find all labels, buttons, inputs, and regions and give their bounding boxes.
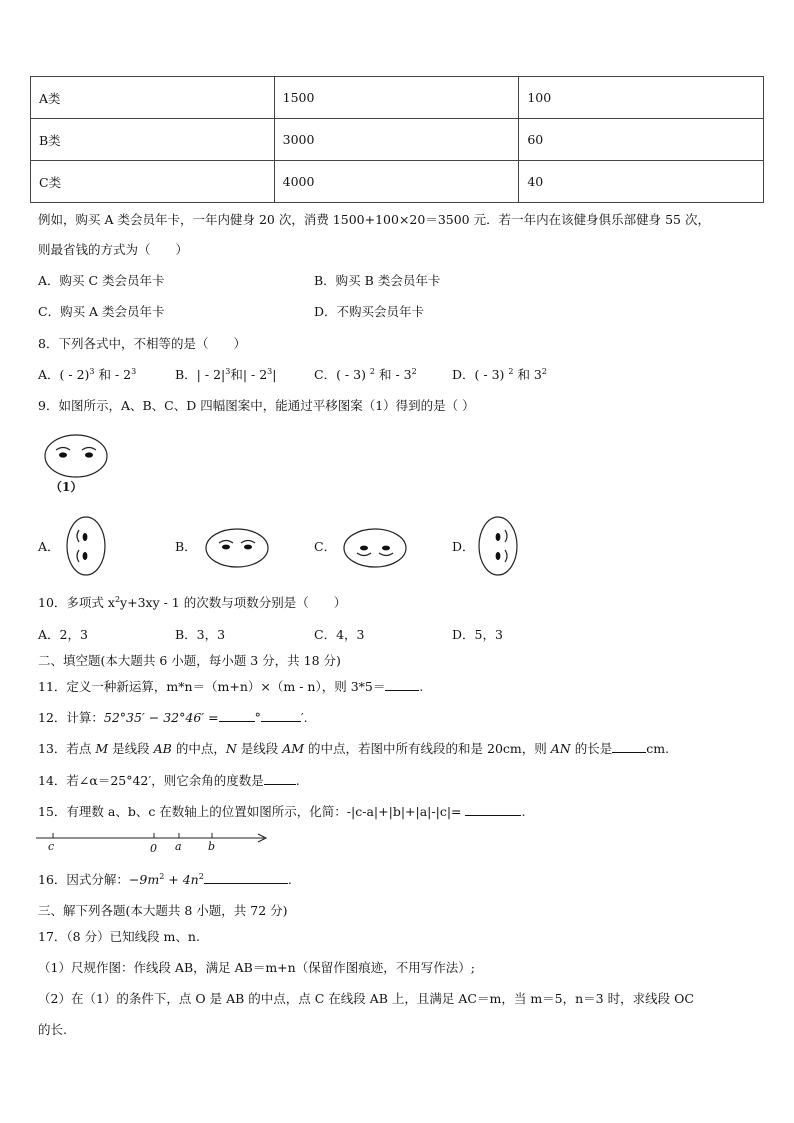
number-line-label-c: c: [48, 840, 55, 853]
q8-a-pre: A．( - 2): [38, 367, 90, 382]
answer-blank: [261, 709, 301, 722]
answer-blank: [385, 678, 419, 691]
exponent: 2: [411, 366, 417, 376]
q16-expr: + 4: [164, 872, 191, 887]
q16-var: m: [147, 872, 160, 887]
exponent: 3: [225, 366, 231, 376]
q10-option-d: D．5，3: [452, 627, 503, 642]
q8-b-pre: B．| - 2|: [175, 367, 226, 382]
q13-text: 13．若点: [38, 741, 96, 756]
exponent: 2: [369, 366, 376, 376]
q15: [38, 803, 525, 821]
number-line-label-a: a: [175, 840, 182, 853]
q12-pre: 12．计算：: [38, 710, 104, 725]
q8-b-end: |: [272, 367, 277, 382]
q8-b-mid: 和| - 2: [230, 367, 268, 382]
q17-part2: （2）在（1）的条件下，点 O 是 AB 的中点，点 C 在线段 AB 上，且满足 AC＝m，当 m＝5，n＝3 时，求线段 OC: [38, 991, 694, 1006]
answer-blank: [204, 871, 288, 884]
q16-text: 16．因式分解：: [38, 872, 129, 887]
q10-option-c: C．4，3: [314, 627, 365, 642]
q8-a-mid: 和 - 2: [98, 367, 132, 382]
q9-option-c-label: C．: [314, 539, 337, 554]
q13-var: N: [225, 741, 237, 756]
q13-var: AM: [282, 741, 305, 756]
q15-end: .: [521, 804, 526, 819]
table-cell: 3000: [274, 119, 519, 161]
q9-option-b-label: B．: [175, 539, 197, 554]
table-cell: C类: [31, 161, 275, 203]
q13-text: 的中点，若图中所有线段的和是 20cm，则: [304, 741, 551, 756]
q7-option-a: A．购买 C 类会员年卡: [38, 273, 165, 288]
exponent: 2: [114, 594, 121, 604]
q16-expr: −9: [128, 872, 148, 887]
q12-min: ′.: [300, 710, 308, 725]
q14-text: 14．若∠α＝25°42′，则它余角的度数是: [38, 773, 264, 788]
table-row: [31, 77, 764, 119]
q8-c-mid: 和 - 3: [379, 367, 412, 382]
figure-1-label: （1）: [50, 480, 83, 494]
table-cell: A类: [31, 77, 275, 119]
q9-stem: 9．如图所示，A、B、C、D 四幅图案中，能通过平移图案（1）得到的是（ ）: [38, 398, 475, 413]
q7-text-line1: 例如，购买 A 类会员年卡，一年内健身 20 次，消费 1500+100×20＝3500 元．若一年内在该健身俱乐部健身 55 次，: [38, 212, 710, 227]
q14: [38, 772, 300, 790]
q8-c-pre: C．( - 3): [314, 367, 370, 382]
face-option-c: [343, 526, 409, 570]
q11-text: 11．定义一种新运算，m*n＝（m+n）×（m - n），则 3*5＝: [38, 679, 386, 694]
q10-option-b: B．3，3: [175, 627, 226, 642]
q8-stem: 8．下列各式中，不相等的是（ ）: [38, 336, 246, 351]
table-row: [31, 161, 764, 203]
q12: [38, 709, 308, 727]
q7-option-d: D．不购买会员年卡: [314, 304, 425, 319]
q11: 11．定义一种新运算，m*n＝（m+n）×（m - n），则 3*5＝ .: [38, 679, 424, 694]
number-line-label-b: b: [208, 840, 216, 853]
q13-text: 是线段: [108, 741, 154, 756]
exponent: 3: [131, 366, 137, 376]
q13-unit: cm.: [646, 741, 670, 756]
exponent: 2: [159, 871, 165, 881]
q12-deg: °: [254, 710, 261, 725]
face-figure-1: [44, 434, 110, 478]
q12-expr: 52°35′ − 32°46′ =: [103, 710, 219, 725]
exponent: 2: [198, 871, 204, 881]
section-3-heading: 三、解下列各题(本大题共 8 小题，共 72 分): [38, 903, 288, 918]
table-cell: 100: [519, 77, 764, 119]
q10-stem-mid: y+3xy - 1 的次数与项数分别是（ ）: [120, 595, 347, 610]
q10-stem-pre: 10．多项式 x: [38, 595, 115, 610]
table-cell: 4000: [274, 161, 519, 203]
face-option-a: [66, 516, 108, 578]
exponent: 2: [508, 366, 514, 376]
q13-text: 的长是: [570, 741, 613, 756]
q10-stem: [38, 594, 346, 612]
q13-text: 的中点，: [171, 741, 226, 756]
q14-end: .: [295, 773, 300, 788]
q8-option-d: [452, 366, 547, 384]
q7-option-b: B．购买 B 类会员年卡: [314, 273, 441, 288]
q7-option-c: C．购买 A 类会员年卡: [38, 304, 165, 319]
q17-part2-cont: 的长.: [38, 1022, 67, 1037]
exponent: 3: [89, 366, 95, 376]
q13-var: AN: [550, 741, 571, 756]
table-cell: B类: [31, 119, 275, 161]
q16-var: n: [190, 872, 199, 887]
answer-blank: [219, 709, 255, 722]
table-cell: 1500: [274, 77, 519, 119]
exponent: 2: [541, 366, 547, 376]
q8-d-mid: 和 3: [517, 367, 542, 382]
q8-option-b: [175, 366, 276, 384]
q17-part1: （1）尺规作图：作线段 AB，满足 AB＝m+n（保留作图痕迹，不用写作法）;: [38, 960, 475, 975]
face-option-d: [477, 516, 519, 578]
answer-blank: [612, 740, 646, 753]
q13-var: AB: [153, 741, 172, 756]
q8-option-a: [38, 366, 136, 384]
section-2-heading: 二、填空题(本大题共 6 小题，每小题 3 分，共 18 分): [38, 653, 341, 668]
q10-option-a: A．2，3: [38, 627, 88, 642]
q13-var: M: [95, 741, 109, 756]
table-row: [31, 119, 764, 161]
q7-text-line2: 则最省钱的方式为（ ）: [38, 242, 189, 257]
q16: [38, 871, 292, 889]
table-cell: 40: [519, 161, 764, 203]
q9-option-d-label: D．: [452, 539, 475, 554]
table-cell: 60: [519, 119, 764, 161]
q16-end: .: [287, 872, 292, 887]
q9-option-a-label: A．: [38, 539, 60, 554]
q17-stem: 17．（8 分）已知线段 m、n.: [38, 929, 200, 944]
q15-text: 15．有理数 a、b、c 在数轴上的位置如图所示，化简：-|c-a|+|b|+|a|-|c|=: [38, 804, 466, 819]
pricing-table: [30, 76, 764, 203]
q13: [38, 740, 669, 758]
q13-text: 是线段: [236, 741, 283, 756]
face-option-b: [205, 526, 271, 570]
answer-blank: [264, 772, 296, 785]
q8-option-c: [314, 366, 417, 384]
answer-blank: [465, 803, 521, 816]
q8-d-pre: D．( - 3): [452, 367, 509, 382]
number-line-label-zero: 0: [150, 842, 157, 855]
exponent: 3: [267, 366, 273, 376]
